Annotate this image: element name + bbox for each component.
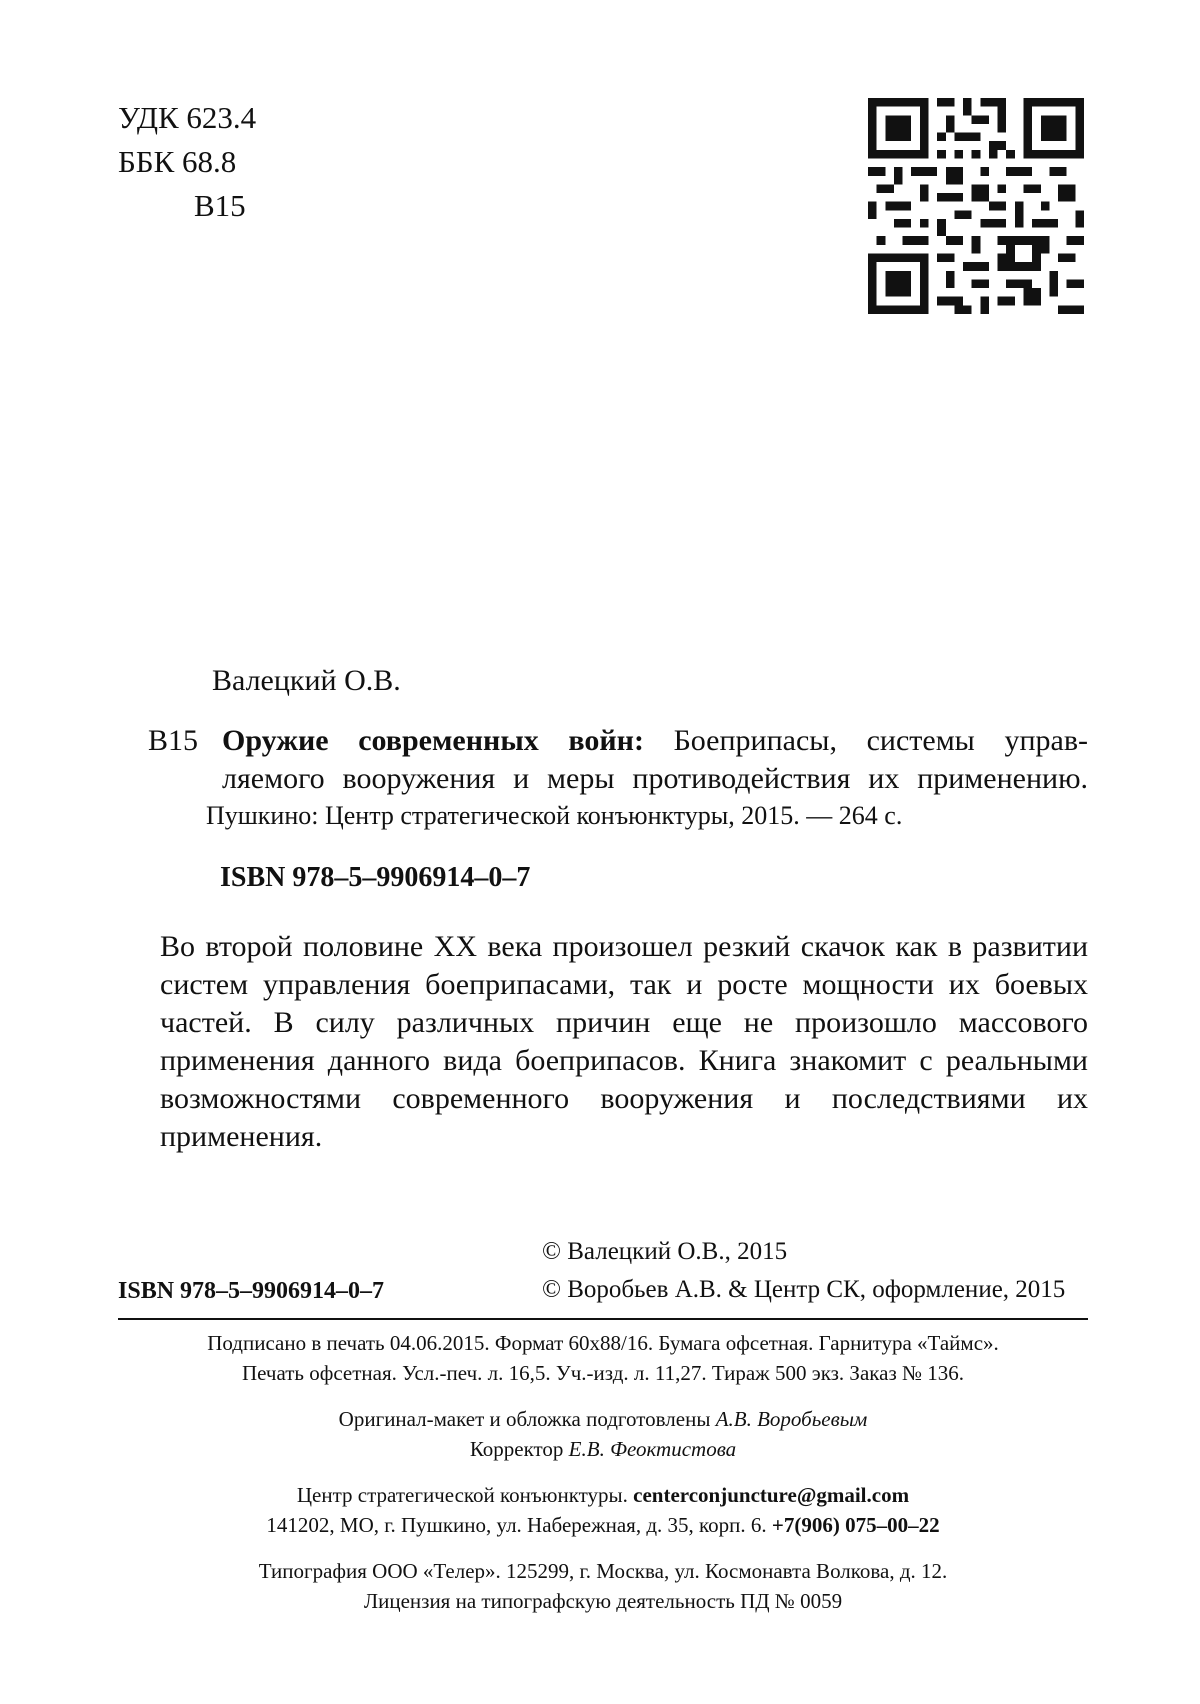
layout-credit	[118, 1404, 1088, 1434]
author-name: Валецкий О.В.	[212, 664, 401, 697]
license-info: Лицензия на типографскую деятельность ПД № 0059	[363, 1589, 843, 1613]
corrector-name: Е.В. Феоктистова	[568, 1437, 737, 1461]
printer-info: Типография ООО «Телер». 125299, г. Москва, ул. Космонавта Волкова, д. 12.	[258, 1559, 948, 1583]
publication-info: Пушкино: Центр стратегической конъюнктуры, 2015. — 264 с.	[206, 801, 903, 830]
isbn-footer: ISBN 978–5–9906914–0–7	[118, 1278, 385, 1304]
corrector-label: Корректор	[469, 1437, 564, 1461]
print-details-2: Печать офсетная. Усл.-печ. л. 16,5. Уч.-изд. л. 11,27. Тираж 500 экз. Заказ № 136.	[241, 1361, 965, 1385]
entry-code: В15	[148, 724, 199, 757]
abstract: Во второй половине XX века произошел резкий скачок как в развитии систем управления боеприпасами, так и росте мощности их боевых частей. В силу различных причин еще не произошло массового применения данного вида боеприпасов. Книга знакомит с реальными возможностями современного вооружения и последствиями их применения.	[160, 930, 1088, 1153]
bibliographic-entry	[148, 722, 1088, 834]
layout-credit-label: Оригинал-макет и обложка подготовлены	[338, 1407, 711, 1431]
qr-code-icon	[868, 98, 1084, 314]
divider	[118, 1318, 1088, 1320]
isbn: ISBN 978–5–9906914–0–7	[220, 862, 531, 893]
copyright-design: © Воробьев А.В. & Центр СК, оформление, 2015	[542, 1276, 1066, 1303]
print-details-1: Подписано в печать 04.06.2015. Формат 60x88/16. Бумага офсетная. Гарнитура «Таймс».	[207, 1331, 999, 1355]
corrector-credit	[118, 1434, 1088, 1464]
publisher-line	[118, 1480, 1088, 1510]
author-code: В15	[194, 188, 246, 223]
layout-credit-name: А.В. Воробьевым	[715, 1407, 868, 1431]
bbk-code: ББК 68.8	[118, 144, 237, 179]
publisher-email[interactable]: centerconjuncture@gmail.com	[633, 1483, 910, 1507]
udk-code: УДК 623.4	[118, 100, 257, 135]
copyright-author: © Валецкий О.В., 2015	[542, 1238, 788, 1265]
book-subtitle-end: ляемого вооружения и меры противодействия их применению.	[222, 762, 1088, 795]
publisher-name: Центр стратегической конъюнктуры.	[296, 1483, 628, 1507]
book-subtitle-start: Боеприпасы, системы управ-	[673, 724, 1088, 757]
publisher-address-line	[118, 1510, 1088, 1540]
publisher-address: 141202, МО, г. Пушкино, ул. Набережная, д. 35, корп. 6.	[266, 1513, 767, 1537]
entry-title-line	[222, 722, 1088, 760]
publisher-phone: +7(906) 075–00–22	[771, 1513, 940, 1537]
book-title: Оружие современных войн:	[222, 724, 644, 757]
